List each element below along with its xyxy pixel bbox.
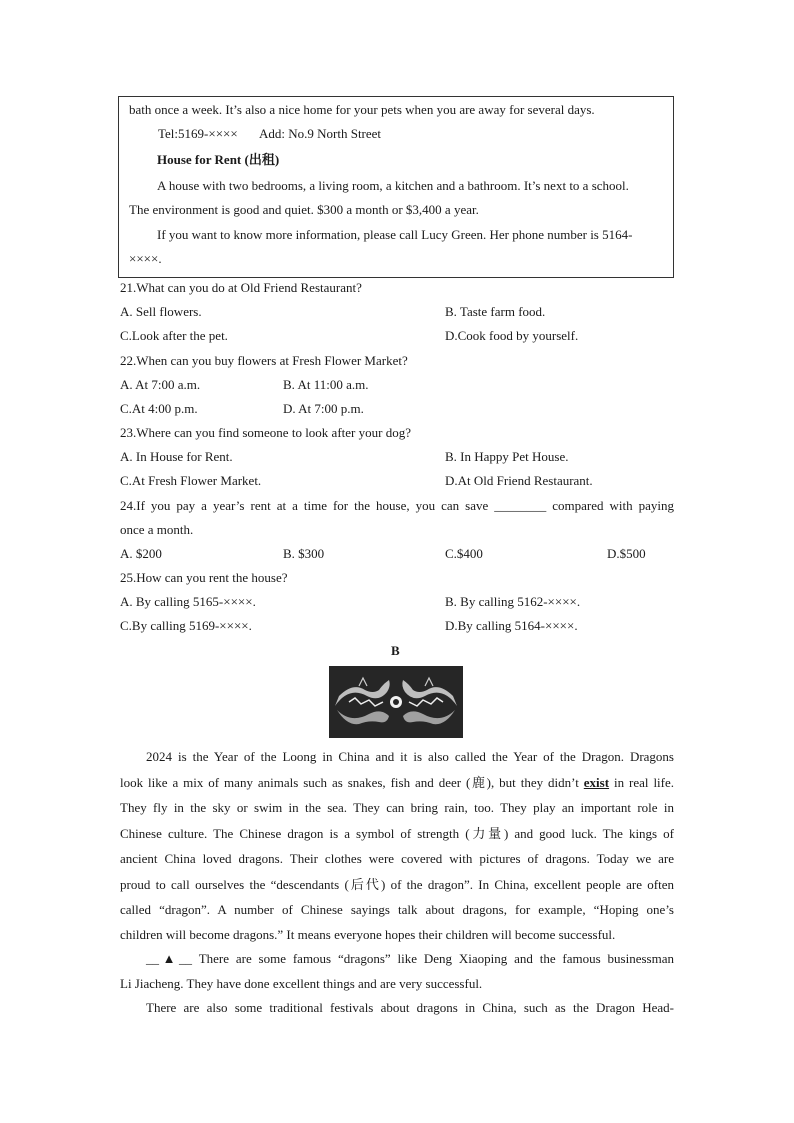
- contact-line-2: ××××.: [129, 251, 162, 266]
- address-text: Add: No.9 North Street: [259, 126, 382, 141]
- question-23: 23.Where can you find someone to look after your dog?: [120, 425, 411, 440]
- passage-line-4: Chinese culture. The Chinese dragon is a symbol of strength (力量) and good luck. The kings of: [120, 826, 674, 841]
- passage-line-7: called “dragon”. A number of Chinese sayings talk about dragons, for example, “Hoping one’s: [120, 902, 674, 917]
- question-24-line-1: 24.If you pay a year’s rent at a time for the house, you can save ________ compared with paying: [120, 498, 674, 513]
- passage-line-5: ancient China loved dragons. Their clothes were covered with pictures of dragons. Today we are: [120, 851, 674, 866]
- box-line-1: bath once a week. It’s also a nice home for your pets when you are away for several days.: [129, 102, 595, 117]
- section-b-label: B: [391, 643, 400, 658]
- passage-line-2: look like a mix of many animals such as snakes, fish and deer (鹿), but they didn’t exist in real life.: [120, 775, 675, 790]
- question-25: 25.How can you rent the house?: [120, 570, 288, 585]
- exist-word: exist: [583, 775, 610, 790]
- q23-option-d: D.At Old Friend Restaurant.: [445, 473, 593, 488]
- question-24-line-2: once a month.: [120, 522, 194, 537]
- contact-line-1: If you want to know more information, please call Lucy Green. Her phone number is 5164-: [157, 227, 633, 242]
- house-line-1: A house with two bedrooms, a living room, a kitchen and a bathroom. It’s next to a school.: [157, 178, 629, 193]
- q23-option-a: A. In House for Rent.: [120, 449, 233, 464]
- q22-option-a: A. At 7:00 a.m.: [120, 377, 201, 392]
- passage-line-6: proud to call ourselves the “descendants (后代) of the dragon”. In China, excellent people are often: [120, 877, 674, 892]
- house-heading: House for Rent (出租): [157, 152, 280, 167]
- q22-option-d: D. At 7:00 p.m.: [283, 401, 364, 416]
- passage-p3-line-1: There are also some traditional festivals about dragons in China, such as the Dragon Head-: [146, 1000, 674, 1015]
- passage-line-3: They fly in the sky or swim in the sea. They can bring rain, too. They play an important role in: [120, 800, 674, 815]
- q21-option-c: C.Look after the pet.: [120, 328, 228, 343]
- passage-line-1: 2024 is the Year of the Loong in China and it is also called the Year of the Dragon. Dragons: [146, 749, 674, 764]
- passage-p2-line-1: __▲__ There are some famous “dragons” like Deng Xiaoping and the famous businessman: [146, 951, 674, 966]
- q21-option-d: D.Cook food by yourself.: [445, 328, 579, 343]
- q24-option-a: A. $200: [120, 546, 162, 561]
- q25-option-c: C.By calling 5169-××××.: [120, 618, 252, 633]
- q23-option-b: B. In Happy Pet House.: [445, 449, 569, 464]
- passage-p2-line-2: Li Jiacheng. They have done excellent things and are very successful.: [120, 976, 483, 991]
- q25-option-a: A. By calling 5165-××××.: [120, 594, 256, 609]
- blank-marker: __▲__: [146, 951, 193, 966]
- question-21: 21.What can you do at Old Friend Restaurant?: [120, 280, 362, 295]
- dragon-image: [329, 666, 463, 738]
- passage-line-8: children will become dragons.” It means everyone hopes their children will become successful.: [120, 927, 616, 942]
- house-line-2: The environment is good and quiet. $300 a month or $3,400 a year.: [129, 202, 479, 217]
- q22-option-c: C.At 4:00 p.m.: [120, 401, 198, 416]
- dragon-illustration: [329, 666, 463, 738]
- q23-option-c: C.At Fresh Flower Market.: [120, 473, 262, 488]
- question-22: 22.When can you buy flowers at Fresh Flower Market?: [120, 353, 408, 368]
- q24-option-d: D.$500: [607, 546, 646, 561]
- q25-option-b: B. By calling 5162-××××.: [445, 594, 581, 609]
- q22-option-b: B. At 11:00 a.m.: [283, 377, 369, 392]
- tel-text: Tel:5169-××××: [158, 126, 238, 141]
- q21-option-a: A. Sell flowers.: [120, 304, 202, 319]
- q24-option-c: C.$400: [445, 546, 483, 561]
- q25-option-d: D.By calling 5164-××××.: [445, 618, 578, 633]
- q24-option-b: B. $300: [283, 546, 325, 561]
- q21-option-b: B. Taste farm food.: [445, 304, 546, 319]
